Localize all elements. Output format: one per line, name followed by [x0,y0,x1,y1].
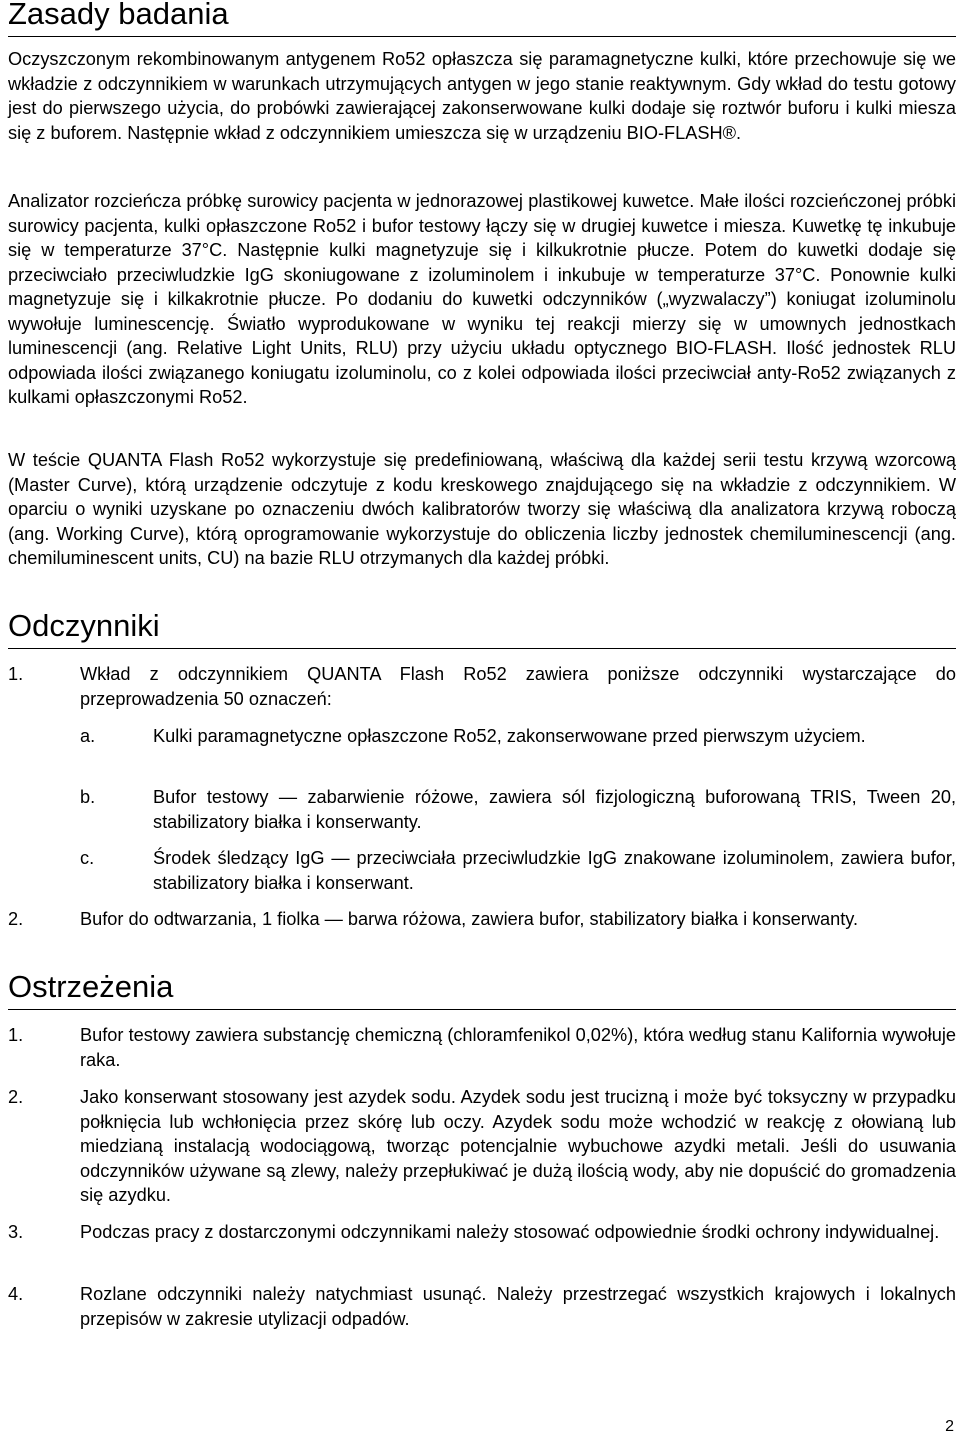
reagent-item-1 [8,662,956,711]
reagent-item-2 [8,907,956,932]
section-rule-warnings [8,1009,956,1010]
principles-paragraph-2: Analizator rozcieńcza próbkę surowicy pacjenta w jednorazowej plastikowej kuwetce. Małe ilości rozcieńczonej próbki surowicy pacjenta, kulki opłaszczone Ro52 i bufor testowy łączy się w drugiej kuwetce i miesza. Kuwetkę tę inkubuje się w temperaturze 37°C. Następnie kulki magnetyzuje się i kilkukrotnie płucze. Potem do kuwetki dodaje się przeciwciało przeciwludzkie IgG skoniugowane z izoluminolem i inkubuje w temperaturze 37°C. Ponownie kulki magnetyzuje się i kilkakrotnie płucze. Po dodaniu do kuwetki odczynników („wyzwalaczy”) koniugat izoluminolu wywołuje luminescencję. Światło wyprodukowane w wyniku tej reakcji mierzy się w umownych jednostkach luminescencji (ang. Relative Light Units, RLU) przy użyciu układu optycznego BIO-FLASH. Ilość jednostek RLU odpowiada ilości związanego koniugatu izoluminolu, co z kolei odpowiada ilości przeciwciał anty-Ro52 związanych z kulkami opłaszczonymi Ro52. [8,191,956,407]
list-text: Wkład z odczynnikiem QUANTA Flash Ro52 zawiera poniższe odczynniki wystarczające do przeprowadzenia 50 oznaczeń: [80,664,956,709]
section-title-warnings: Ostrzeżenia [8,969,174,1004]
section-title-reagents: Odczynniki [8,608,160,643]
list-number: 1. [8,1025,24,1045]
principles-paragraph-1: Oczyszczonym rekombinowanym antygenem Ro52 opłaszcza się paramagnetyczne kulki, które przechowuje się we wkładzie z odczynnikiem w warunkach utrzymujących antygen w jego stanie reaktywnym. Gdy wkład do testu gotowy jest do pierwszego użycia, do probówki zawierającej zakonserwowane kulki dodaje się roztwór buforu i kulki miesza się z buforem. Następnie wkład z odczynnikiem umieszcza się w urządzeniu BIO-FLASH®. [8,49,956,143]
page-number: 2 [945,1418,954,1435]
list-text: Bufor testowy zawiera substancję chemiczną (chloramfenikol 0,02%), która według stanu Kalifornia wywołuje raka. [80,1025,956,1070]
warning-item-2 [8,1085,956,1208]
list-text: Rozlane odczynniki należy natychmiast usunąć. Należy przestrzegać wszystkich krajowych i lokalnych przepisów w zakresie utylizacji odpadów. [80,1284,956,1329]
list-number: c. [80,848,95,868]
section-title-principles: Zasady badania [8,0,229,31]
warning-item-4 [8,1282,956,1331]
list-text: Kulki paramagnetyczne opłaszczone Ro52, zakonserwowane przed pierwszym użyciem. [153,726,866,746]
list-number: 4. [8,1284,24,1304]
list-text: Bufor do odtwarzania, 1 fiolka — barwa różowa, zawiera bufor, stabilizatory białka i konserwanty. [80,909,859,929]
list-number: a. [80,726,96,746]
warning-item-3 [8,1220,956,1245]
warning-item-1 [8,1023,956,1072]
list-number: 1. [8,664,24,684]
list-number: 2. [8,909,24,929]
section-rule-principles [8,36,956,37]
reagent-subitem-a [8,724,956,749]
list-text: Środek śledzący IgG — przeciwciała przeciwludzkie IgG znakowane izoluminolem, zawiera bufor, stabilizatory białka i konserwant. [153,848,956,893]
list-number: 3. [8,1222,24,1242]
list-text: Bufor testowy — zabarwienie różowe, zawiera sól fizjologiczną buforowaną TRIS, Tween 20, stabilizatory białka i konserwanty. [153,787,956,832]
section-rule-reagents [8,648,956,649]
reagent-subitem-b [8,785,956,834]
list-number: b. [80,787,96,807]
list-number: 2. [8,1087,24,1107]
list-text: Jako konserwant stosowany jest azydek sodu. Azydek sodu jest trucizną i może być toksyczny w przypadku połknięcia lub wchłonięcia przez skórę lub oczy. Azydek sodu może wchodzić w reakcję z ołowianą lub miedzianą instalacją wodociągową, tworząc potencjalnie wybuchowe azydki metali. Jeśli do usuwania odczynników używane są zlewy, należy przepłukiwać je dużą ilością wody, aby nie dopuścić do gromadzenia się azydku. [80,1087,956,1205]
principles-paragraph-3: W teście QUANTA Flash Ro52 wykorzystuje się predefiniowaną, właściwą dla każdej serii testu krzywą wzorcową (Master Curve), którą urządzenie odczytuje z kodu kreskowego znajdującego się na wkładzie z odczynnikiem. W oparciu o wyniki uzyskane po oznaczeniu dwóch kalibratorów tworzy się właściwą dla analizatora krzywą roboczą (ang. Working Curve), którą oprogramowanie wykorzystuje do obliczenia liczby jednostek chemiluminescencji (ang. chemiluminescent units, CU) na bazie RLU otrzymanych dla każdej próbki. [8,450,956,568]
list-text: Podczas pracy z dostarczonymi odczynnikami należy stosować odpowiednie środki ochrony indywidualnej. [80,1222,940,1242]
reagent-subitem-c [8,846,956,895]
